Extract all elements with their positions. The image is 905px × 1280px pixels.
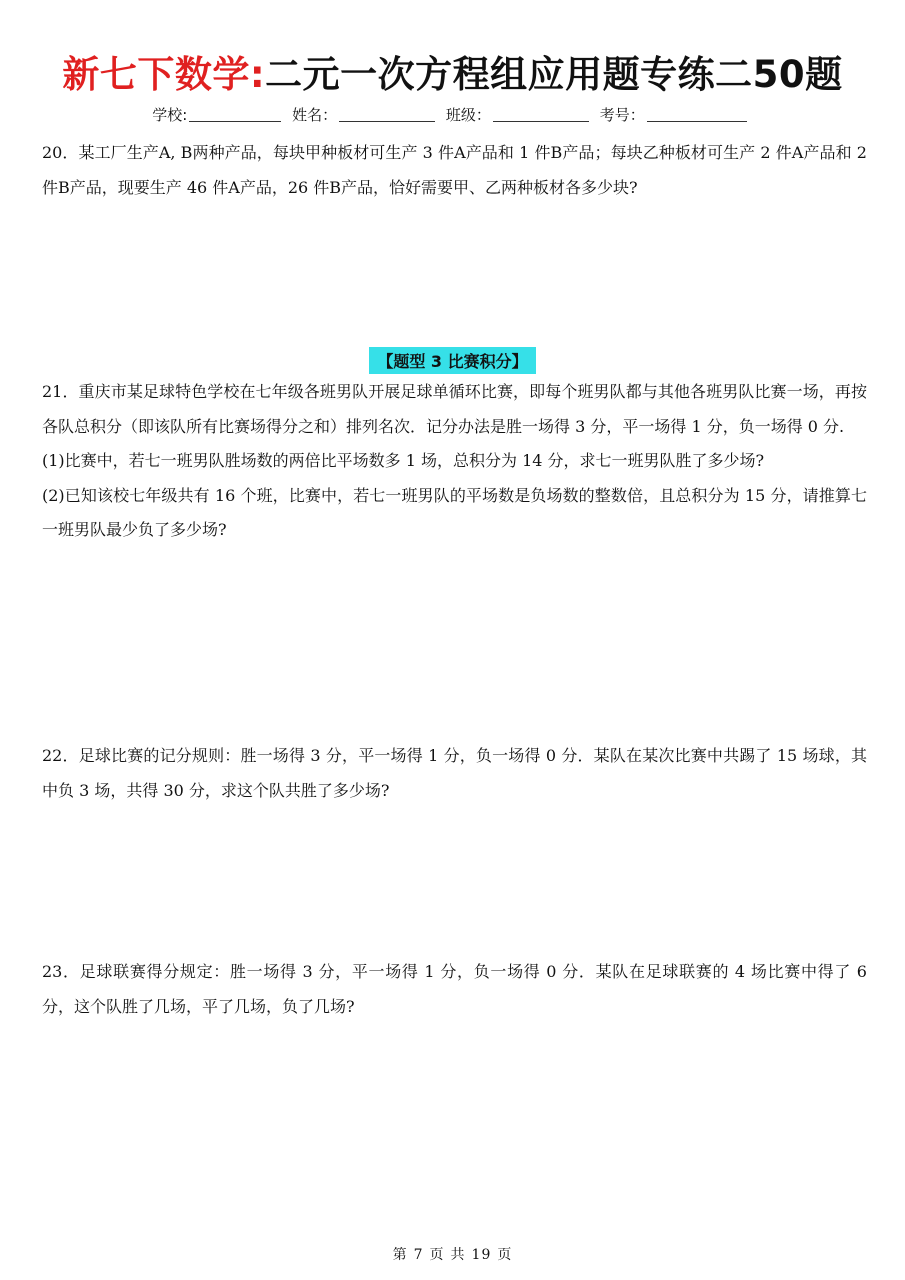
name-label: 姓名： (292, 106, 338, 124)
question-21 (42, 375, 867, 548)
question-20-text: 20．某工厂生产A, B两种产品，每块甲种板材可生产 3 件A产品和 1 件B产品；每块乙种板材可生产 2 件A产品和 2 件B产品，现要生产 46 件A产品，26 件B产品，恰好需要甲、乙两种板材各多少块? (42, 143, 867, 197)
footer-total-pages: 19 (471, 1247, 492, 1263)
question-23 (42, 955, 867, 1024)
question-21-part-2: (2)已知该校七年级共有 16 个班，比赛中，若七一班男队的平场数是负场数的整数倍，且总积分为 15 分，请推算七一班男队最少负了多少场? (42, 485, 867, 539)
school-label: 学校: (152, 106, 188, 124)
exam-number-label: 考号： (599, 106, 645, 124)
class-label: 班级： (445, 106, 491, 124)
school-field (152, 104, 281, 125)
footer-page-unit: 页 (429, 1247, 445, 1263)
class-field (446, 104, 589, 125)
footer-page-number: 7 (413, 1247, 424, 1263)
question-22-text: 22．足球比赛的记分规则：胜一场得 3 分，平一场得 1 分，负一场得 0 分．某队在某次比赛中共踢了 15 场球，其中负 3 场，共得 30 分，求这个队共胜了多少场? (42, 746, 867, 800)
page-title (0, 44, 905, 98)
name-field (292, 104, 435, 125)
footer-pre: 第 (392, 1247, 408, 1263)
section-heading (0, 347, 905, 374)
exam-number-blank[interactable] (647, 107, 747, 122)
question-21-part-1: (1)比赛中，若七一班男队胜场数的两倍比平场数多 1 场，总积分为 14 分，求七一班男队胜了多少场? (42, 451, 765, 470)
question-23-text: 23．足球联赛得分规定：胜一场得 3 分，平一场得 1 分，负一场得 0 分．某队在足球联赛的 4 场比赛中得了 6 分，这个队胜了几场，平了几场，负了几场? (42, 962, 867, 1016)
exam-number-field (600, 104, 747, 125)
question-21-stem: 21．重庆市某足球特色学校在七年级各班男队开展足球单循环比赛，即每个班男队都与其他各班男队比赛一场，再按各队总积分（即该队所有比赛场得分之和）排列名次．记分办法是胜一场得 3 分，平一场得 1 分，负一场得 0 分. (42, 382, 867, 436)
footer-post: 页 (497, 1247, 513, 1263)
class-blank[interactable] (493, 107, 589, 122)
school-blank[interactable] (189, 107, 281, 122)
section-heading-label: 【题型 3 比赛积分】 (369, 347, 535, 374)
question-20 (42, 136, 867, 205)
footer-total-label: 共 (450, 1247, 466, 1263)
title-red-part: 新七下数学: (62, 53, 266, 96)
page-footer (0, 1244, 905, 1264)
question-22 (42, 739, 867, 808)
student-info-line (0, 104, 905, 125)
title-black-part: 二元一次方程组应用题专练二50题 (265, 53, 843, 96)
name-blank[interactable] (339, 107, 435, 122)
